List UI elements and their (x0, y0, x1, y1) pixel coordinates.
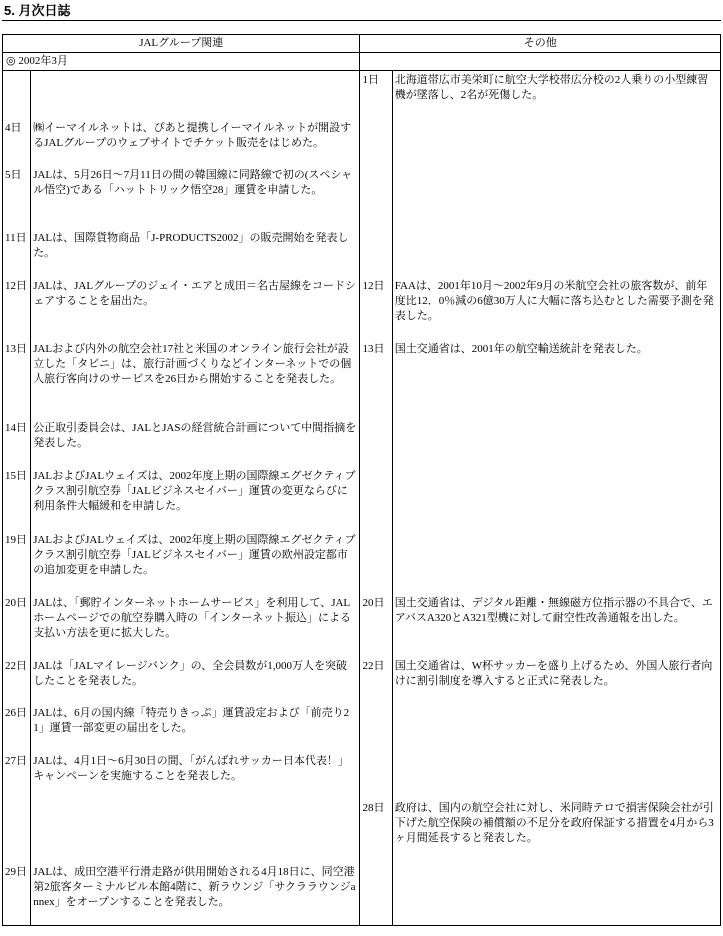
jal-entry: JALは、5月26日～7月11日の間の韓国線に同路線で初の(スペシャル悟空)である「ハットトリック悟空28」運賃を申請した。 (31, 166, 360, 229)
jal-date: 20日 (3, 594, 31, 657)
month-row (3, 53, 721, 71)
jal-date: 26日 (3, 704, 31, 752)
table-header-row (3, 35, 721, 53)
other-entry (392, 119, 720, 166)
jal-entry: ㈱イーマイルネットは、ぴあと提携しイーマイルネットが開設するJALグループのウェブサイトでチケット販売をはじめた。 (31, 119, 360, 166)
jal-date (3, 799, 31, 863)
other-entry (392, 229, 720, 277)
table-row (3, 704, 721, 752)
jal-entry: JALは、国際貨物商品「J-PRODUCTS2002」の販売開始を発表した。 (31, 229, 360, 277)
jal-entry: JALは、JALグループのジェイ・エアと成田＝名古屋線をコードシェアすることを届出た。 (31, 277, 360, 340)
other-date (360, 704, 392, 752)
other-date: 28日 (360, 799, 392, 863)
jal-entry: JALは、「郵貯インターネットホームサービス」を利用して、JALホームページでの航空券購入時の「インターネット振込」による支払い方法を更に拡大した。 (31, 594, 360, 657)
table-row (3, 863, 721, 926)
jal-entry: 公正取引委員会は、JALとJASの経営統合計画について中間指摘を発表した。 (31, 419, 360, 467)
table-row (3, 119, 721, 166)
jal-date: 13日 (3, 340, 31, 419)
other-date (360, 229, 392, 277)
table-row (3, 752, 721, 799)
other-date: 13日 (360, 340, 392, 419)
other-date (360, 166, 392, 229)
page-title: 5. 月次日誌 (4, 3, 71, 18)
other-entry (392, 467, 720, 531)
jal-date: 19日 (3, 531, 31, 594)
jal-date: 27日 (3, 752, 31, 799)
jal-entry (31, 799, 360, 863)
table-row (3, 71, 721, 120)
jal-date: 14日 (3, 419, 31, 467)
other-entry (392, 531, 720, 594)
table-row (3, 419, 721, 467)
other-entry (392, 752, 720, 799)
month-label-other (360, 53, 721, 71)
jal-entry: JALは、4月1日～6月30日の間、「がんばれサッカー日本代表！」キャンペーンを実施することを発表した。 (31, 752, 360, 799)
other-entry (392, 863, 720, 926)
other-date: 20日 (360, 594, 392, 657)
header-jal-group: JALグループ関連 (3, 35, 360, 53)
other-entry: 国土交通省は、W杯サッカーを盛り上げるため、外国人旅行者向けに割引制度を導入すると正式に発表した。 (392, 657, 720, 704)
table-row (3, 229, 721, 277)
jal-date: 12日 (3, 277, 31, 340)
jal-entry: JALおよびJALウェイズは、2002年度上期の国際線エグゼクティブクラス割引航空券「JALビジネスセイバー」運賃の欧州設定都市の追加変更を申請した。 (31, 531, 360, 594)
other-entry: 国土交通省は、2001年の航空輸送統計を発表した。 (392, 340, 720, 419)
monthly-log-table (2, 34, 721, 926)
table-row (3, 799, 721, 863)
jal-entry: JALは「JALマイレージバンク」の、全会員数が1,000万人を突破したことを発表した。 (31, 657, 360, 704)
other-date: 22日 (360, 657, 392, 704)
jal-date: 4日 (3, 119, 31, 166)
header-other: その他 (360, 35, 721, 53)
other-entry (392, 704, 720, 752)
other-entry: 北海道帯広市美栄町に航空大学校帯広分校の2人乗りの小型練習機が墜落し、2名が死傷した。 (392, 71, 720, 120)
other-date (360, 863, 392, 926)
other-date: 1日 (360, 71, 392, 120)
jal-entry: JALは、成田空港平行滑走路が供用開始される4月18日に、同空港第2旅客ターミナルビル本館4階に、新ラウンジ「サクララウンジannex」をオープンすることを発表した。 (31, 863, 360, 926)
table-row (3, 531, 721, 594)
jal-date: 15日 (3, 467, 31, 531)
table-row (3, 594, 721, 657)
jal-date: 11日 (3, 229, 31, 277)
jal-entry: JALは、6月の国内線「特売りきっぷ」運賃設定および「前売り21」運賃一部変更の届出をした。 (31, 704, 360, 752)
table-row (3, 467, 721, 531)
month-label: ◎ 2002年3月 (3, 53, 360, 71)
jal-entry: JALおよびJALウェイズは、2002年度上期の国際線エグゼクティブクラス割引航空券「JALビジネスセイバー」運賃の変更ならびに利用条件大幅緩和を申請した。 (31, 467, 360, 531)
other-entry (392, 419, 720, 467)
title-underline (2, 20, 721, 21)
jal-date: 5日 (3, 166, 31, 229)
other-date (360, 467, 392, 531)
jal-entry: JALおよび内外の航空会社17社と米国のオンライン旅行会社が設立した「タビニ」は、旅行計画づくりなどインターネットでの個人旅行客向けのサービスを26日から開始することを発表した。 (31, 340, 360, 419)
other-entry (392, 166, 720, 229)
table-row (3, 657, 721, 704)
table-row (3, 166, 721, 229)
jal-date: 29日 (3, 863, 31, 926)
other-date (360, 419, 392, 467)
other-date (360, 531, 392, 594)
table-row (3, 277, 721, 340)
other-entry: 政府は、国内の航空会社に対し、米同時テロで損害保険会社が引下げた航空保険の補償額の不足分を政府保証する措置を4月から3ヶ月間延長すると発表した。 (392, 799, 720, 863)
other-date: 12日 (360, 277, 392, 340)
jal-entry (31, 71, 360, 120)
other-date (360, 752, 392, 799)
other-date (360, 119, 392, 166)
table-row (3, 340, 721, 419)
jal-date: 22日 (3, 657, 31, 704)
other-entry: FAAは、2001年10月～2002年9月の米航空会社の旅客数が、前年度比12．0％減の6億30万人に大幅に落ち込むとした需要予測を発表した。 (392, 277, 720, 340)
other-entry: 国土交通省は、デジタル距離・無線磁方位指示器の不具合で、エアバスA320とA321型機に対して耐空性改善通報を出した。 (392, 594, 720, 657)
jal-date (3, 71, 31, 120)
